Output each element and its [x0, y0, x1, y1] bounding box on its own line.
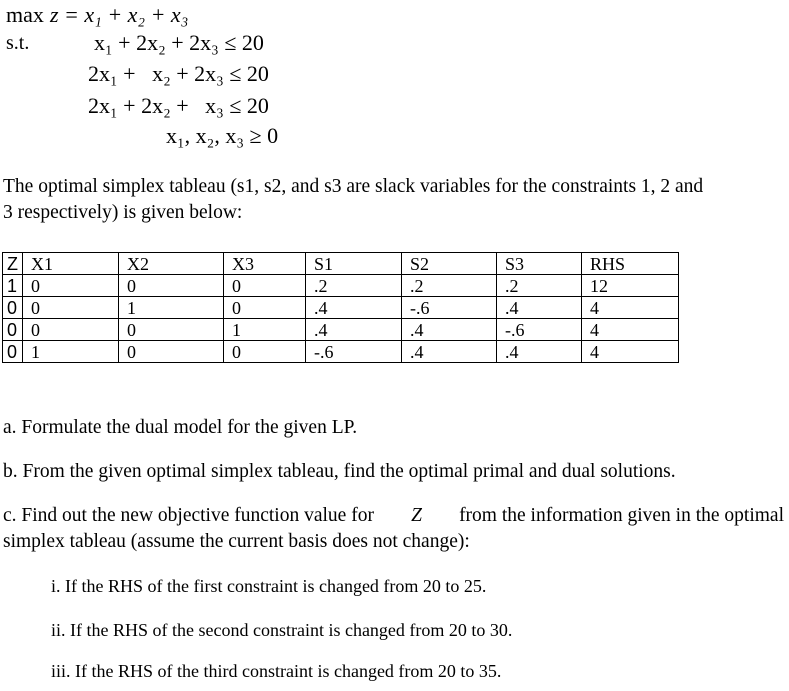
- table-cell: .4: [402, 341, 497, 363]
- table-cell: .2: [306, 275, 402, 297]
- table-cell: 4: [582, 319, 679, 341]
- table-cell: 0: [224, 275, 306, 297]
- question-c-pre: c. Find out the new objective function value for: [3, 505, 374, 526]
- table-cell: 0: [119, 275, 224, 297]
- table-cell: 0: [3, 341, 23, 363]
- objective-label: max: [6, 2, 44, 27]
- table-cell: .4: [497, 297, 582, 319]
- table-cell: 0: [23, 275, 119, 297]
- constraint-3: 2x₁ + 2x₂ + x₃ ≤ 20: [88, 93, 269, 118]
- table-cell: 1: [119, 297, 224, 319]
- table-cell: .2: [497, 275, 582, 297]
- tableau-row: [3, 341, 679, 363]
- question-c-line-1: [3, 505, 784, 527]
- table-cell: 0: [3, 319, 23, 341]
- header-z: Z: [3, 253, 23, 275]
- simplex-tableau: [2, 252, 679, 363]
- table-cell: 1: [3, 275, 23, 297]
- tableau-row: [3, 319, 679, 341]
- header-s3: S3: [497, 253, 582, 275]
- table-cell: -.6: [306, 341, 402, 363]
- table-cell: 0: [23, 297, 119, 319]
- nonnegativity-constraint: x₁, x₂, x₃ ≥ 0: [166, 123, 279, 148]
- question-c-line-2: simplex tableau (assume the current basis does not change):: [3, 531, 470, 552]
- table-cell: .4: [497, 341, 582, 363]
- table-cell: 0: [119, 319, 224, 341]
- table-cell: 0: [224, 341, 306, 363]
- table-cell: .4: [306, 297, 402, 319]
- table-cell: 12: [582, 275, 679, 297]
- intro-line-2: 3 respectively) is given below:: [3, 202, 243, 223]
- question-c-post: from the information given in the optimal: [459, 505, 784, 526]
- header-rhs: RHS: [582, 253, 679, 275]
- tableau-row: [3, 297, 679, 319]
- header-x2: X2: [119, 253, 224, 275]
- header-x3: X3: [224, 253, 306, 275]
- table-cell: .4: [306, 319, 402, 341]
- header-s1: S1: [306, 253, 402, 275]
- table-cell: -.6: [402, 297, 497, 319]
- header-s2: S2: [402, 253, 497, 275]
- question-b: b. From the given optimal simplex tableau, find the optimal primal and dual solutions.: [3, 461, 676, 482]
- table-cell: -.6: [497, 319, 582, 341]
- table-cell: 0: [119, 341, 224, 363]
- question-a: a. Formulate the dual model for the given LP.: [3, 417, 358, 438]
- table-cell: 1: [224, 319, 306, 341]
- sub-question-i: i. If the RHS of the first constraint is changed from 20 to 25.: [51, 576, 487, 596]
- table-cell: 0: [23, 319, 119, 341]
- header-x1: X1: [23, 253, 119, 275]
- tableau-row: [3, 275, 679, 297]
- table-cell: .4: [402, 319, 497, 341]
- subject-to-label: s.t.: [6, 32, 30, 54]
- constraint-1: x₁ + 2x₂ + 2x₃ ≤ 20: [94, 30, 264, 55]
- tableau-header-row: [3, 253, 679, 275]
- objective-expression: z = x₁ + x₂ + x₃: [50, 2, 189, 27]
- table-cell: .2: [402, 275, 497, 297]
- question-c-variable: Z: [411, 505, 422, 526]
- table-cell: 0: [224, 297, 306, 319]
- constraint-2: 2x₁ + x₂ + 2x₃ ≤ 20: [88, 61, 269, 86]
- intro-line-1: The optimal simplex tableau (s1, s2, and s3 are slack variables for the constraints 1, 2 and: [3, 176, 704, 197]
- table-cell: 1: [23, 341, 119, 363]
- table-cell: 4: [582, 297, 679, 319]
- sub-question-iii: iii. If the RHS of the third constraint is changed from 20 to 35.: [51, 661, 502, 681]
- table-cell: 4: [582, 341, 679, 363]
- sub-question-ii: ii. If the RHS of the second constraint is changed from 20 to 30.: [51, 620, 513, 640]
- table-cell: 0: [3, 297, 23, 319]
